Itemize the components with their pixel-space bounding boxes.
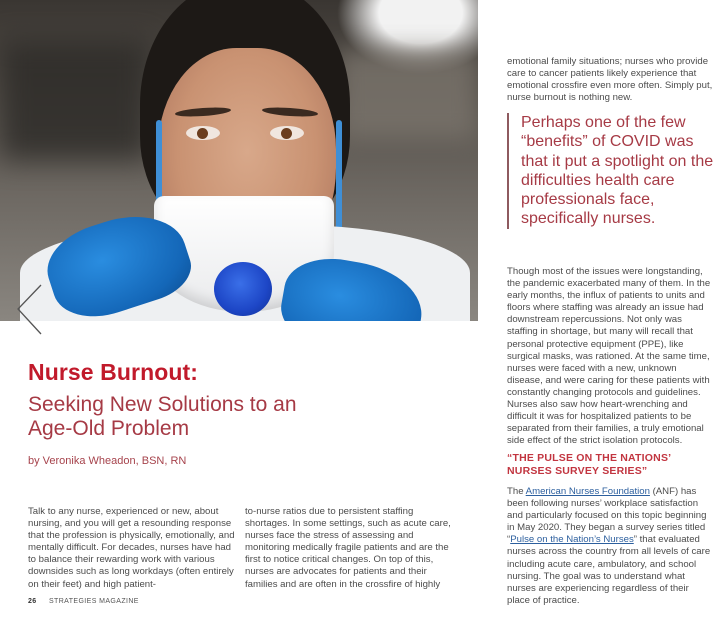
mask-valve <box>214 262 272 316</box>
chevron-left-icon <box>15 283 45 337</box>
publication-name: STRATEGIES MAGAZINE <box>48 598 139 605</box>
body-paragraph <box>507 486 713 607</box>
text: (ANF) has been following nurses’ workplace satisfaction and particularly focused on this topic beginning in May 2020. They began a survey series titled “ <box>507 486 707 546</box>
previous-page-button[interactable] <box>15 283 45 337</box>
pull-quote <box>507 113 717 229</box>
background-blur <box>0 40 150 160</box>
page-number: 26 <box>28 598 37 605</box>
background-blur <box>338 50 478 140</box>
link-american-nurses-foundation[interactable]: American Nurses Foundation <box>525 486 650 497</box>
byline: by Veronika Wheadon, BSN, RN <box>28 455 187 467</box>
text: The <box>507 486 526 497</box>
pull-quote-text: Perhaps one of the few “benefits” of COVID was that it put a spotlight on the difficulties health care professionals face, specifically nurses. <box>521 114 714 228</box>
photo-eye <box>186 126 220 140</box>
link-pulse-survey[interactable]: Pulse on the Nation’s Nurses <box>510 534 634 546</box>
body-paragraph: emotional family situations; nurses who provide care to cancer patients likely experience that emotional crossfire even more often. Simply put, nurse burnout is nothing new. <box>507 56 713 104</box>
photo-eye <box>270 126 304 140</box>
mask-strap <box>336 120 342 230</box>
article-subtitle: Seeking New Solutions to an Age-Old Problem <box>28 393 297 440</box>
body-paragraph: Though most of the issues were longstanding, the pandemic exacerbated many of them. In the early months, the influx of patients to units and floors where staffing was already an issue had downstream repercussions. Not only was staffing in shortage, but many will recall that personal protective equipment (PPE), like surgical masks, was rationed. At the same time, nurses were faced with a new, unknown disease, and were caring for these patients with constantly changing protocols and guidelines. Nurses also saw how heart-wrenching and difficult it was for hospitalized patients to be separated from their families, a truly emotional side effect of the strict isolation protocols. <box>507 266 711 447</box>
hero-photo <box>0 0 478 321</box>
body-paragraph: Talk to any nurse, experienced or new, about nursing, and you will get a resounding response that the profession is physically, emotionally, and mentally difficult. For decades, nurses have had to balance their rewarding work with various downsides such as long workdays (often entirely on their feet) and high patient- <box>28 506 235 590</box>
page-footer <box>28 598 139 605</box>
text: ” that evaluated nurses across the country from all levels of care including acute care, ambulatory, and school nursing. The goal was to understand what nurses are experiencing regardless of their place of practice. <box>507 534 711 606</box>
article-title: Nurse Burnout: <box>28 359 199 385</box>
section-heading: “THE PULSE ON THE NATIONS’ NURSES SURVEY SERIES” <box>507 452 671 477</box>
body-paragraph: to-nurse ratios due to persistent staffing shortages. In some settings, such as acute care, nurses face the stress of assessing and monitoring medically fragile patients and are the first to notice critical changes. On top of this, nurses are advocates for patients and their families and are often in the crossfire of highly <box>245 506 451 590</box>
